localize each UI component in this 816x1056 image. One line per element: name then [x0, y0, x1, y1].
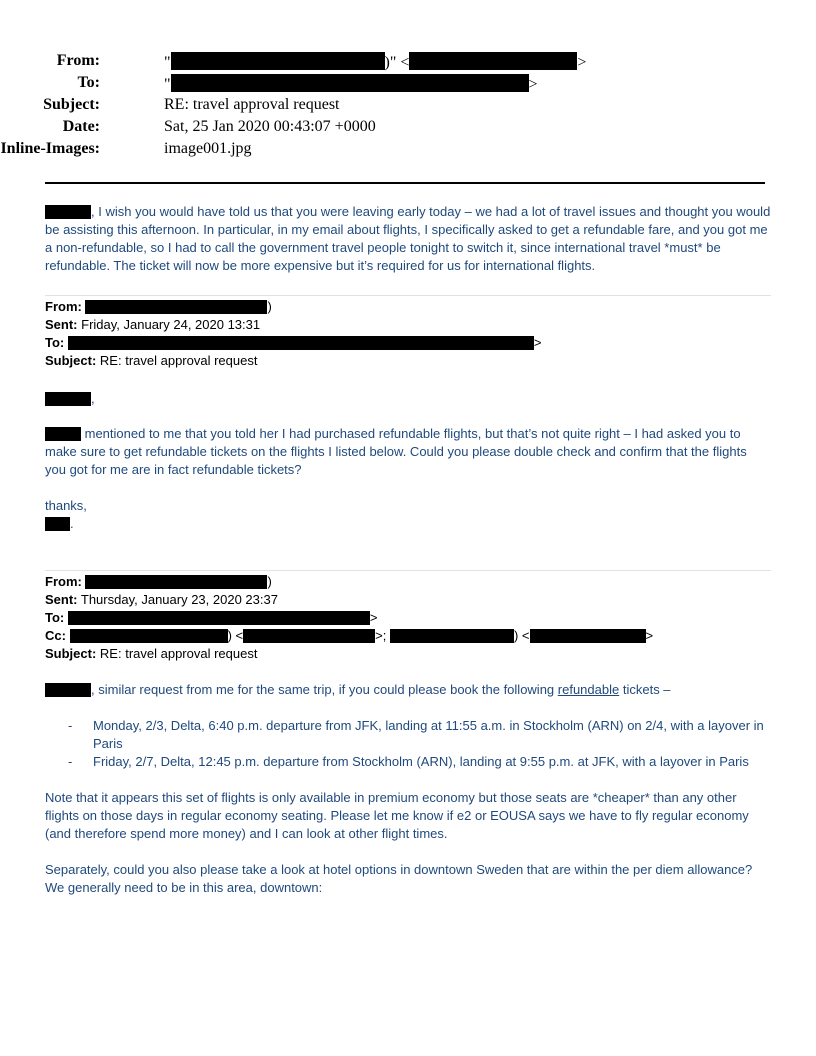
to-end: > — [369, 610, 378, 625]
message-1-text: , I wish you would have told us that you were leaving early today – we had a lot of travel issues and thought you would be assisting this afternoon. In particular, in my email about flights, I specifically asked to get a refundable fare, and you got me a non-refundable, so I had to call the government travel people tonight to switch it, since international travel *must* be refundable. The ticket will now be more expensive but it’s required for us for international flights. — [45, 204, 771, 273]
cc-separator: >; — [375, 628, 390, 643]
to-value — [164, 74, 538, 94]
from-label: From: — [56, 52, 100, 69]
redaction-block — [85, 300, 267, 314]
subject-label: Subject: — [45, 353, 97, 368]
intro-text: , similar request from me for the same trip, if you could please book the following — [91, 682, 558, 697]
to-end: > — [533, 335, 542, 350]
redaction-block — [68, 336, 534, 350]
redaction-block — [68, 611, 370, 625]
redaction-block — [243, 629, 375, 643]
redaction-block — [70, 629, 228, 643]
header-date-row — [0, 118, 700, 140]
message-3-cc — [45, 627, 653, 645]
from-separator: )" < — [384, 54, 410, 71]
redaction-block — [409, 52, 577, 70]
subject-value: RE: travel approval request — [99, 353, 258, 368]
to-end: > — [528, 76, 538, 93]
redaction-block — [171, 74, 529, 92]
to-quote: " — [164, 76, 171, 93]
from-quote: " — [164, 54, 171, 71]
date-value: Sat, 25 Jan 2020 00:43:07 +0000 — [164, 118, 376, 135]
message-divider — [45, 570, 771, 571]
message-3-hotel: Separately, could you also please take a look at hotel options in downtown Sweden that are within the per diem allowance? We generally need to be in this area, downtown: — [45, 862, 753, 895]
header-images-row — [0, 140, 700, 162]
bullet-dash: - — [68, 718, 73, 733]
message-2-thanks: thanks, — [45, 498, 87, 513]
message-2-signature — [45, 515, 771, 533]
subject-label: Subject: — [45, 646, 97, 661]
from-label: From: — [45, 574, 82, 589]
message-2-to — [45, 334, 541, 352]
from-end: > — [577, 54, 587, 71]
inline-images-label: Inline-Images: — [0, 140, 100, 157]
bullet-dash: - — [68, 754, 73, 769]
message-2-body — [45, 425, 771, 479]
message-2-subject — [45, 352, 257, 370]
cc-label: Cc: — [45, 628, 66, 643]
inline-images-value: image001.jpg — [164, 140, 252, 157]
message-divider — [45, 295, 771, 296]
message-2-sent — [45, 316, 260, 334]
from-end: ) — [267, 574, 272, 589]
message-2-from — [45, 298, 272, 316]
to-label: To: — [45, 610, 65, 625]
greeting-end: , — [91, 391, 95, 406]
redaction-block — [171, 52, 385, 70]
redaction-block — [45, 392, 91, 406]
from-value — [164, 52, 586, 72]
redaction-block — [45, 427, 81, 441]
email-header — [0, 52, 816, 172]
redaction-block — [45, 517, 70, 531]
bullet-text: Friday, 2/7, Delta, 12:45 p.m. departure from Stockholm (ARN), landing at 9:55 p.m. at JFK, with a layover in Paris — [93, 754, 749, 769]
cc-separator: ) < — [227, 628, 244, 643]
refundable-emphasis: refundable — [557, 682, 620, 697]
cc-end: > — [645, 628, 654, 643]
sent-value: Thursday, January 23, 2020 23:37 — [80, 592, 278, 607]
sent-value: Friday, January 24, 2020 13:31 — [81, 317, 261, 332]
header-divider — [45, 182, 765, 184]
sent-label: Sent: — [45, 317, 78, 332]
date-label: Date: — [62, 118, 100, 135]
message-3-from — [45, 573, 272, 591]
message-3-intro — [45, 681, 771, 699]
redaction-block — [530, 629, 646, 643]
header-from-row — [0, 52, 700, 74]
message-2-greeting — [45, 390, 771, 408]
message-3-sent — [45, 591, 278, 609]
message-3-note: Note that it appears this set of flights is only available in premium economy but those seats are *cheaper* than any other flights on those days in regular economy seating. Please let me know if e2 or EOUSA says we have to fly regular economy (and therefore spend more money) and I can look at other flight times. — [45, 790, 749, 841]
redaction-block — [85, 575, 267, 589]
subject-label: Subject: — [43, 96, 100, 113]
message-3-subject — [45, 645, 257, 663]
intro-text-end: tickets – — [619, 682, 671, 697]
from-label: From: — [45, 299, 82, 314]
redaction-block — [45, 205, 91, 219]
message-2-text: mentioned to me that you told her I had purchased refundable flights, but that’s not quite right – I had asked you to make sure to get refundable tickets on the flights I listed below. Could you please double check and confirm that the flights you got for me are in fact refundable tickets? — [45, 426, 747, 477]
signature-end: . — [70, 516, 74, 531]
bullet-text: Monday, 2/3, Delta, 6:40 p.m. departure from JFK, landing at 11:55 a.m. in Stockholm (ARN) on 2/4, with a layover in Paris — [93, 718, 764, 751]
redaction-block — [45, 683, 91, 697]
redaction-block — [390, 629, 514, 643]
message-1-body — [45, 203, 771, 275]
subject-value: RE: travel approval request — [99, 646, 258, 661]
from-end: ) — [267, 299, 272, 314]
header-subject-row — [0, 96, 700, 118]
subject-value: RE: travel approval request — [164, 96, 340, 113]
message-3-to — [45, 609, 377, 627]
cc-separator: ) < — [513, 628, 530, 643]
to-label: To: — [77, 74, 100, 91]
sent-label: Sent: — [45, 592, 78, 607]
to-label: To: — [45, 335, 65, 350]
header-to-row — [0, 74, 700, 96]
